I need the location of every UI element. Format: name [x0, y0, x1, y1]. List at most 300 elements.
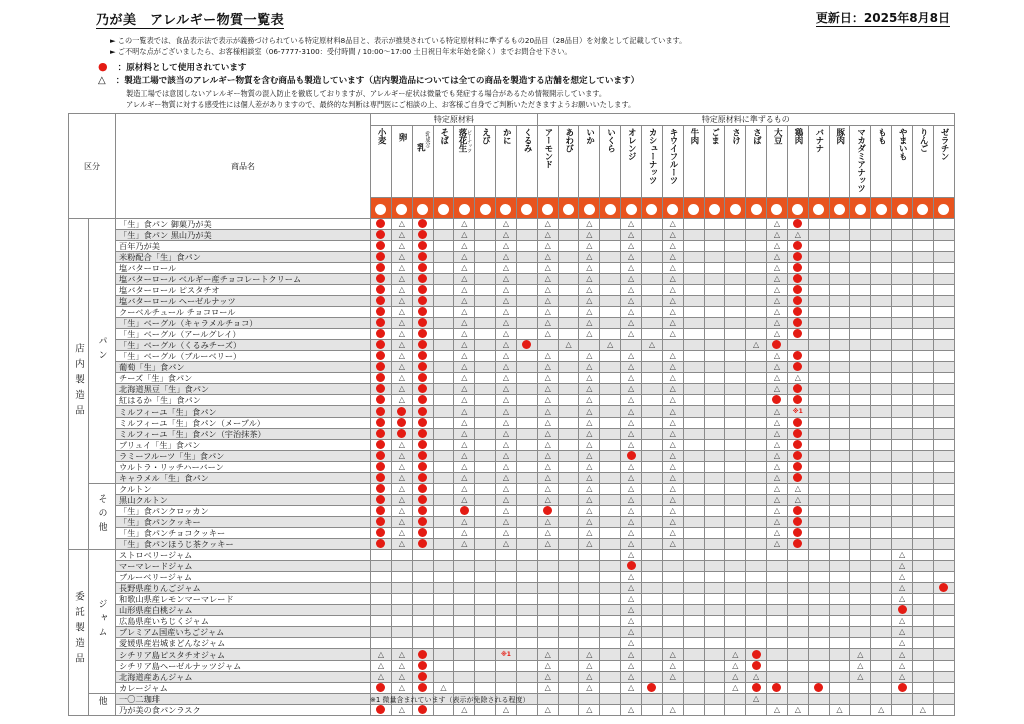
factory-mark: △: [669, 219, 676, 228]
allergen-cell: [767, 395, 788, 406]
allergen-cell: [641, 506, 662, 517]
allergen-cell: [621, 605, 642, 616]
factory-mark: △: [794, 495, 801, 504]
allergen-icon-cell: [746, 198, 767, 219]
product-name: キャラメル「生」食パン: [116, 473, 371, 484]
allergen-cell: [641, 219, 662, 230]
allergen-cell: [600, 550, 621, 561]
allergen-cell: [704, 351, 725, 362]
allergen-cell: [829, 384, 850, 395]
allergen-cell: [475, 572, 496, 583]
allergen-cell: [850, 384, 871, 395]
allergen-cell: [454, 462, 475, 473]
factory-mark: △: [502, 517, 510, 526]
allergen-cell: [600, 296, 621, 307]
allergen-cell: [683, 462, 704, 473]
allergen-cell: [558, 406, 579, 418]
allergen-cell: [412, 318, 433, 329]
factory-mark: △: [461, 373, 468, 382]
allergen-cell: [558, 672, 579, 683]
used-mark: [814, 683, 823, 692]
allergen-cell: [391, 572, 412, 583]
allergen-cell: [475, 506, 496, 517]
allergen-cell: [829, 451, 850, 462]
allergen-cell: [371, 462, 392, 473]
allergen-cell: [433, 572, 454, 583]
allergen-cell: [912, 395, 933, 406]
allergen-cell: [621, 583, 642, 594]
allergen-cell: [537, 694, 558, 705]
allergen-cell: [912, 616, 933, 627]
factory-mark: △: [461, 451, 468, 460]
allergen-cell: [787, 219, 808, 230]
allergen-cell: [850, 241, 871, 252]
allergen-cell: [912, 661, 933, 672]
allergen-cell: [871, 616, 892, 627]
allergen-cell: [704, 406, 725, 418]
allergen-cell: [454, 484, 475, 495]
allergen-cell: [767, 484, 788, 495]
allergen-cell: [871, 318, 892, 329]
allergen-cell: [391, 462, 412, 473]
allergen-cell: [787, 539, 808, 550]
allergen-cell: [516, 351, 537, 362]
used-mark: [793, 462, 802, 471]
product-name: プレミアム国産いちごジャム: [116, 627, 371, 638]
allergen-cell: [704, 506, 725, 517]
allergen-cell: [725, 694, 746, 705]
allergen-cell: [767, 594, 788, 605]
allergen-icon-cell: [600, 198, 621, 219]
allergen-cell: [767, 627, 788, 638]
allergen-cell: [579, 550, 600, 561]
product-name: 黒山クルトン: [116, 495, 371, 506]
allergen-cell: [912, 594, 933, 605]
allergen-cell: [412, 683, 433, 694]
allergen-cell: [912, 495, 933, 506]
allergen-cell: [391, 373, 412, 384]
allergen-cell: [371, 440, 392, 451]
allergen-cell: [871, 561, 892, 572]
factory-mark: △: [461, 517, 468, 526]
allergen-name: 牛肉: [688, 128, 699, 144]
product-name: 百年乃が美: [116, 241, 371, 252]
allergen-cell: [725, 683, 746, 694]
table-row: [69, 550, 955, 561]
allergen-cell: [641, 672, 662, 683]
allergen-cell: [850, 605, 871, 616]
allergen-cell: [496, 627, 517, 638]
factory-mark: △: [544, 473, 551, 482]
allergen-cell: [912, 241, 933, 252]
category-label-text: 店内製造品: [73, 342, 84, 421]
factory-mark: △: [461, 440, 468, 449]
allergen-name: 小麦: [376, 128, 387, 144]
allergen-cell: [496, 252, 517, 263]
allergen-cell: [412, 661, 433, 672]
allergen-header: [871, 126, 892, 198]
allergen-cell: [725, 263, 746, 274]
allergen-cell: [641, 373, 662, 384]
allergen-cell: [516, 340, 537, 351]
allergen-cell: [871, 406, 892, 418]
factory-mark: △: [586, 473, 593, 482]
factory-mark: △: [398, 462, 405, 471]
allergen-cell: [558, 274, 579, 285]
subcategory-label: [89, 219, 116, 484]
allergen-cell: [746, 528, 767, 539]
allergen-cell: [912, 329, 933, 340]
allergen-cell: [829, 296, 850, 307]
allergen-cell: [475, 241, 496, 252]
allergen-cell: [433, 219, 454, 230]
allergen-cell: [725, 462, 746, 473]
used-mark: [397, 418, 406, 427]
table-row: [69, 252, 955, 263]
allergen-cell: [600, 230, 621, 241]
allergen-cell: [641, 572, 662, 583]
allergen-cell: [537, 572, 558, 583]
allergen-cell: [433, 672, 454, 683]
factory-mark: △: [732, 672, 739, 681]
factory-mark: △: [544, 307, 551, 316]
factory-mark: △: [669, 672, 676, 681]
allergen-header: [725, 126, 746, 198]
allergen-cell: [391, 241, 412, 252]
allergen-cell: [767, 373, 788, 384]
allergen-cell: [662, 219, 683, 230]
allergen-cell: [892, 329, 913, 340]
factory-mark: △: [898, 616, 906, 625]
allergen-icon-cell: [412, 198, 433, 219]
allergen-cell: [475, 462, 496, 473]
table-row: [69, 528, 955, 539]
used-mark: [793, 329, 802, 338]
subcategory-label: [89, 484, 116, 550]
allergen-cell: [933, 694, 954, 705]
product-name: プリュイ「生」食パン: [116, 440, 371, 451]
allergen-cell: [850, 307, 871, 318]
used-mark: [376, 705, 385, 714]
allergen-cell: [412, 705, 433, 716]
allergen-cell: [662, 517, 683, 528]
used-mark: [418, 705, 427, 714]
used-mark: [752, 650, 761, 659]
allergen-cell: [621, 649, 642, 661]
allergen-cell: [871, 285, 892, 296]
allergen-cell: [558, 219, 579, 230]
allergen-cell: [391, 627, 412, 638]
allergen-cell: [683, 649, 704, 661]
factory-mark: △: [544, 649, 551, 659]
subcategory-label-text: その他: [96, 494, 107, 536]
factory-mark: △: [461, 406, 468, 416]
allergen-cell: [537, 219, 558, 230]
allergen-cell: [641, 473, 662, 484]
allergen-cell: [516, 683, 537, 694]
allergen-cell: [662, 649, 683, 661]
allergen-cell: [787, 351, 808, 362]
allergen-header: [912, 126, 933, 198]
allergen-cell: [683, 550, 704, 561]
factory-mark: △: [627, 440, 635, 449]
allergen-cell: [412, 373, 433, 384]
allergen-cell: [892, 550, 913, 561]
allergen-cell: [787, 484, 808, 495]
factory-mark: △: [773, 495, 781, 504]
allergen-cell: [933, 462, 954, 473]
table-row: [69, 406, 955, 418]
allergen-cell: [871, 550, 892, 561]
allergen-cell: [496, 517, 517, 528]
allergen-header: [829, 126, 850, 198]
allergen-cell: [829, 252, 850, 263]
factory-mark: △: [461, 705, 468, 714]
factory-mark: △: [773, 462, 781, 471]
allergen-icon: [500, 204, 511, 215]
allergen-cell: [829, 307, 850, 318]
allergen-cell: [641, 550, 662, 561]
allergen-cell: [829, 219, 850, 230]
allergen-cell: [767, 528, 788, 539]
used-mark: [772, 395, 781, 404]
factory-mark: △: [586, 230, 593, 239]
allergen-cell: [641, 649, 662, 661]
allergen-cell: [537, 517, 558, 528]
allergen-cell: [537, 605, 558, 616]
factory-mark: △: [627, 661, 635, 670]
allergen-cell: [725, 252, 746, 263]
allergen-cell: [912, 550, 933, 561]
allergen-cell: [475, 263, 496, 274]
allergen-cell: [892, 373, 913, 384]
allergen-cell: [371, 705, 392, 716]
allergen-cell: [621, 252, 642, 263]
factory-mark: △: [586, 406, 593, 416]
allergen-cell: [662, 296, 683, 307]
used-mark: [793, 362, 802, 371]
factory-mark: △: [753, 340, 760, 349]
allergen-cell: [537, 373, 558, 384]
allergen-cell: [516, 307, 537, 318]
allergen-cell: [600, 705, 621, 716]
factory-mark: △: [607, 340, 614, 349]
allergen-cell: [912, 517, 933, 528]
factory-mark: △: [586, 285, 593, 294]
product-name: ラミーフルーツ「生」食パン: [116, 451, 371, 462]
allergen-cell: [808, 672, 829, 683]
allergen-cell: [912, 429, 933, 440]
allergen-cell: [412, 462, 433, 473]
allergen-cell: [871, 594, 892, 605]
allergen-cell: [704, 649, 725, 661]
allergen-cell: [600, 263, 621, 274]
allergen-icon: [480, 204, 491, 215]
allergen-icon: [646, 204, 657, 215]
allergen-cell: [683, 307, 704, 318]
allergen-cell: [725, 517, 746, 528]
used-mark: [418, 473, 427, 482]
allergen-cell: [516, 649, 537, 661]
used-mark: [793, 274, 802, 283]
factory-mark: △: [669, 395, 676, 404]
allergen-cell: [496, 649, 517, 661]
factory-mark: △: [502, 351, 510, 360]
allergen-cell: [933, 252, 954, 263]
factory-mark: △: [627, 230, 635, 239]
product-name: ミルフィーユ「生」食パン（宇治抹茶）: [116, 429, 371, 440]
allergen-cell: [537, 440, 558, 451]
allergen-cell: [496, 395, 517, 406]
allergen-cell: [787, 583, 808, 594]
allergen-cell: [391, 561, 412, 572]
allergen-cell: [767, 329, 788, 340]
allergen-cell: [746, 418, 767, 429]
updated-date: 更新日：2025年8月8日: [815, 11, 950, 25]
factory-mark: △: [461, 473, 468, 482]
allergen-header: [767, 126, 788, 198]
allergen-cell: [371, 661, 392, 672]
used-mark: [418, 407, 427, 416]
factory-mark: △: [836, 705, 843, 714]
allergen-cell: [433, 318, 454, 329]
allergen-cell: [683, 506, 704, 517]
trace-mark: ※1: [792, 408, 803, 415]
allergen-cell: [808, 561, 829, 572]
allergen-cell: [412, 395, 433, 406]
allergen-cell: [746, 252, 767, 263]
allergen-cell: [662, 274, 683, 285]
table-row: [69, 318, 955, 329]
used-mark: [418, 340, 427, 349]
factory-mark: △: [544, 672, 551, 681]
allergen-icon-cell: [558, 198, 579, 219]
allergen-cell: [871, 241, 892, 252]
allergen-cell: [371, 561, 392, 572]
allergen-cell: [558, 252, 579, 263]
allergen-cell: [767, 672, 788, 683]
allergen-icon: [584, 204, 595, 215]
allergen-cell: [912, 318, 933, 329]
allergen-cell: [746, 451, 767, 462]
allergen-cell: [725, 274, 746, 285]
allergen-cell: [579, 683, 600, 694]
factory-mark: △: [502, 362, 510, 371]
allergen-cell: [746, 263, 767, 274]
allergen-cell: [933, 683, 954, 694]
allergen-header: [641, 126, 662, 198]
allergen-cell: [391, 395, 412, 406]
subcategory-label: [89, 694, 116, 716]
allergen-cell: [537, 318, 558, 329]
allergen-name: カシューナッツ: [647, 128, 658, 184]
allergen-cell: [558, 683, 579, 694]
factory-mark: △: [773, 274, 781, 283]
used-mark: [376, 506, 385, 515]
factory-mark: △: [669, 252, 676, 261]
allergen-cell: [496, 329, 517, 340]
allergen-cell: [725, 318, 746, 329]
allergen-cell: [808, 506, 829, 517]
allergen-cell: [829, 263, 850, 274]
used-mark: [418, 462, 427, 471]
allergen-cell: [767, 705, 788, 716]
allergen-cell: [516, 583, 537, 594]
allergen-cell: [850, 418, 871, 429]
table-row: [69, 672, 955, 683]
allergen-cell: [641, 594, 662, 605]
allergen-cell: [725, 583, 746, 594]
allergen-cell: [787, 462, 808, 473]
allergen-cell: [579, 395, 600, 406]
allergen-cell: [558, 484, 579, 495]
allergen-cell: [933, 318, 954, 329]
allergen-cell: [433, 384, 454, 395]
allergen-cell: [662, 550, 683, 561]
allergen-cell: [892, 517, 913, 528]
factory-mark: △: [773, 484, 781, 493]
factory-mark: △: [627, 219, 635, 228]
factory-mark: △: [732, 661, 739, 670]
allergen-cell: [871, 672, 892, 683]
allergen-cell: [787, 638, 808, 649]
factory-mark: △: [398, 351, 405, 360]
allergen-icon-cell: [850, 198, 871, 219]
allergen-cell: [621, 627, 642, 638]
allergen-cell: [871, 638, 892, 649]
allergen-cell: [558, 694, 579, 705]
factory-mark: △: [398, 318, 405, 327]
allergen-cell: [516, 506, 537, 517]
allergen-cell: [516, 661, 537, 672]
allergen-cell: [516, 219, 537, 230]
factory-mark: △: [732, 683, 739, 692]
trace-mark: ※1: [500, 651, 511, 658]
allergen-cell: [496, 539, 517, 550]
allergen-cell: [537, 230, 558, 241]
allergen-cell: [433, 561, 454, 572]
allergen-cell: [662, 351, 683, 362]
allergen-cell: [516, 495, 537, 506]
allergen-cell: [621, 362, 642, 373]
allergen-cell: [433, 285, 454, 296]
allergen-cell: [579, 329, 600, 340]
allergen-cell: [704, 418, 725, 429]
allergen-cell: [787, 594, 808, 605]
allergen-cell: [892, 440, 913, 451]
allergen-cell: [850, 694, 871, 705]
allergen-cell: [850, 285, 871, 296]
allergen-cell: [704, 638, 725, 649]
factory-mark: △: [773, 230, 781, 239]
allergen-cell: [933, 550, 954, 561]
table-row: [69, 230, 955, 241]
legend-note-1: 製造工場では意図しないアレルギー物質の混入防止を徹底しておりますが、アレルギー症状は微量でも発症する場合があるため情報開示しています。: [126, 89, 607, 98]
factory-mark: △: [669, 362, 676, 371]
factory-mark: △: [502, 384, 510, 393]
allergen-cell: [683, 373, 704, 384]
allergen-cell: [746, 517, 767, 528]
allergen-cell: [600, 517, 621, 528]
allergen-cell: [787, 605, 808, 616]
used-mark: [418, 252, 427, 261]
used-mark: [793, 539, 802, 548]
allergen-cell: [808, 219, 829, 230]
allergen-cell: [725, 495, 746, 506]
allergen-cell: [475, 561, 496, 572]
allergen-cell: [912, 274, 933, 285]
allergen-cell: [850, 462, 871, 473]
